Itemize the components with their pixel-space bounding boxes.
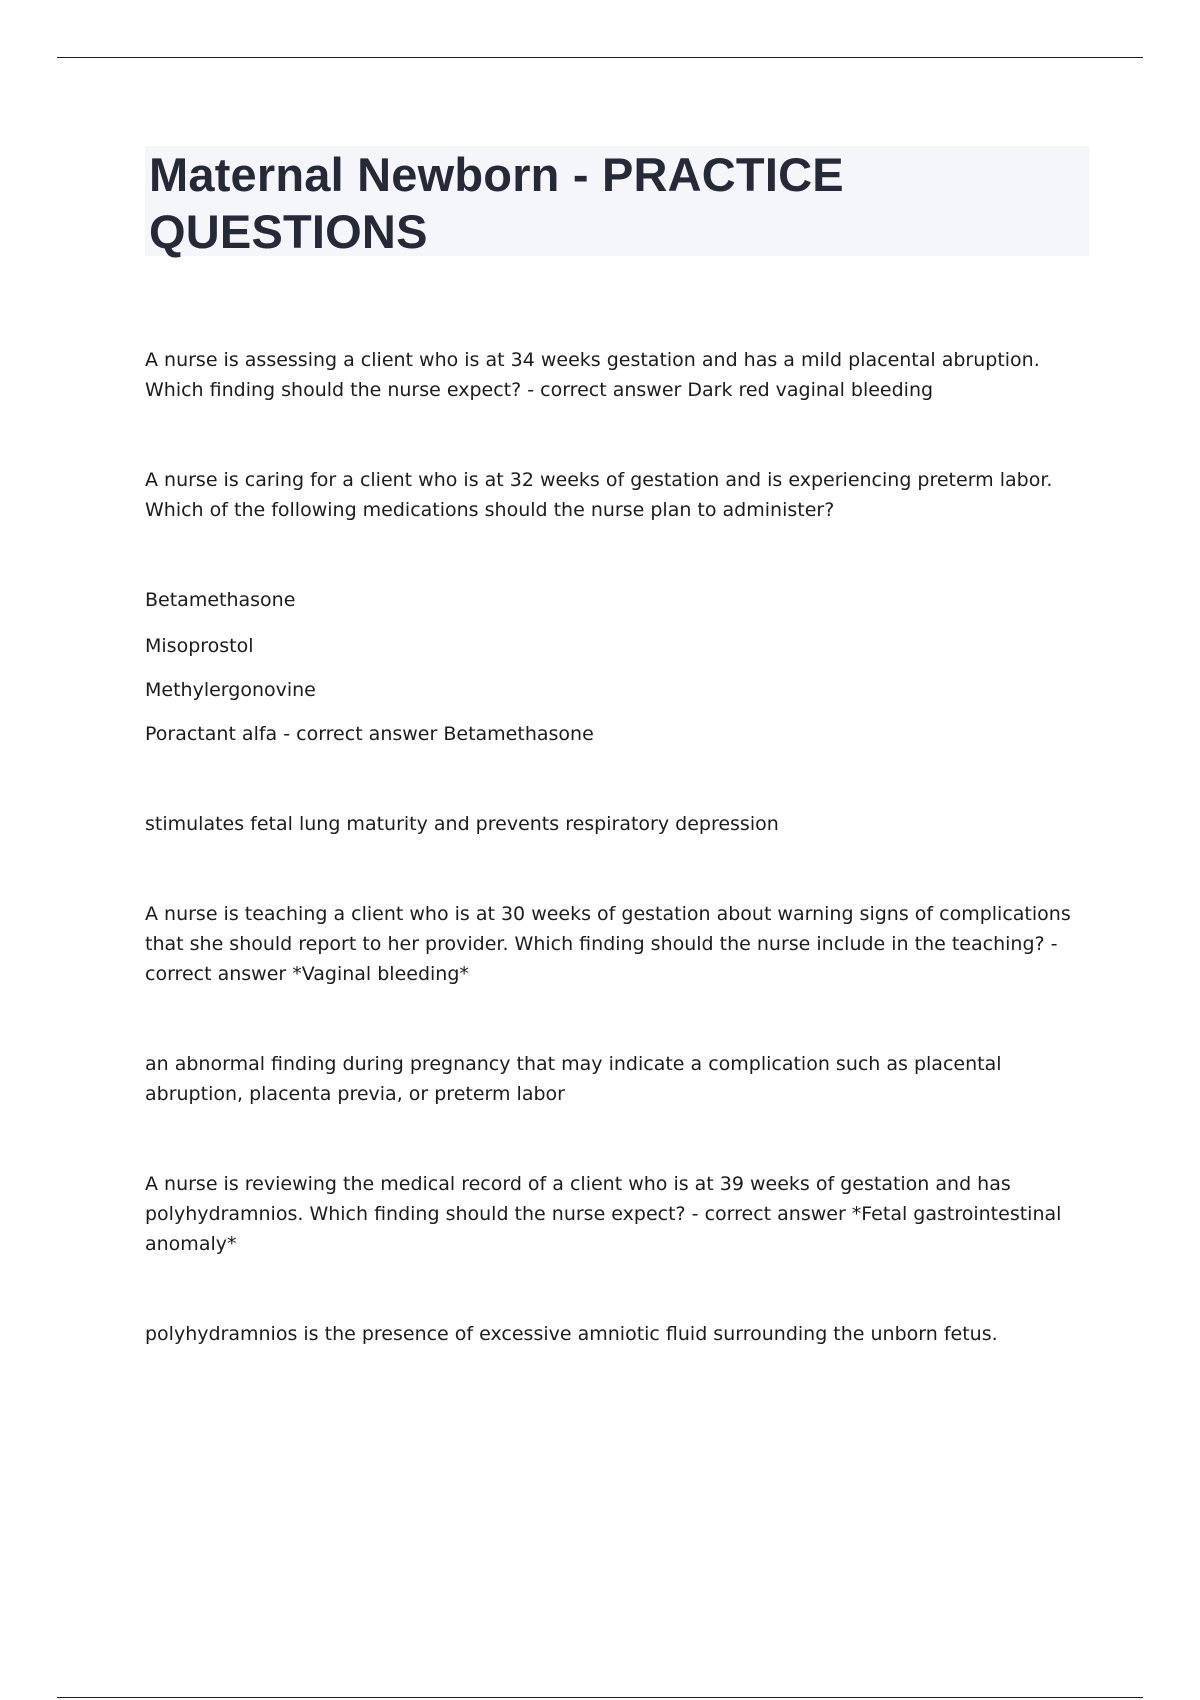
question-3: A nurse is teaching a client who is at 30 weeks of gestation about warning signs of complications that she should report to her provider. Which finding should the nurse include in the teaching? - correct answer *Vaginal bleeding* [145,903,1071,985]
rationale-4: polyhydramnios is the presence of excessive amniotic fluid surrounding the unborn fetus. [145,1323,998,1345]
rationale-3: an abnormal finding during pregnancy that may indicate a complication such as placental abruption, placenta previa, or preterm labor [145,1053,1002,1105]
question-2-options [145,585,1095,749]
bottom-divider [57,1697,1143,1698]
question-list [145,345,1095,1349]
top-divider [57,57,1143,58]
question-1: A nurse is assessing a client who is at 34 weeks gestation and has a mild placental abruption. Which finding should the nurse expect? - correct answer Dark red vaginal bleeding [145,349,1040,401]
option-item: Misoprostol [145,635,254,657]
option-item: Betamethasone [145,589,296,611]
page-title: Maternal Newborn - PRACTICE QUESTIONS [149,148,844,258]
option-item: Poractant alfa - correct answer Betamethasone [145,723,594,745]
title-block [145,146,1089,256]
rationale-2: stimulates fetal lung maturity and prevents respiratory depression [145,813,779,835]
question-2: A nurse is caring for a client who is at 32 weeks of gestation and is experiencing preterm labor. Which of the following medications should the nurse plan to administer? [145,469,1053,521]
question-4: A nurse is reviewing the medical record of a client who is at 39 weeks of gestation and has polyhydramnios. Which finding should the nurse expect? - correct answer *Fetal gastrointestinal anomaly* [145,1173,1062,1255]
option-item: Methylergonovine [145,679,316,701]
